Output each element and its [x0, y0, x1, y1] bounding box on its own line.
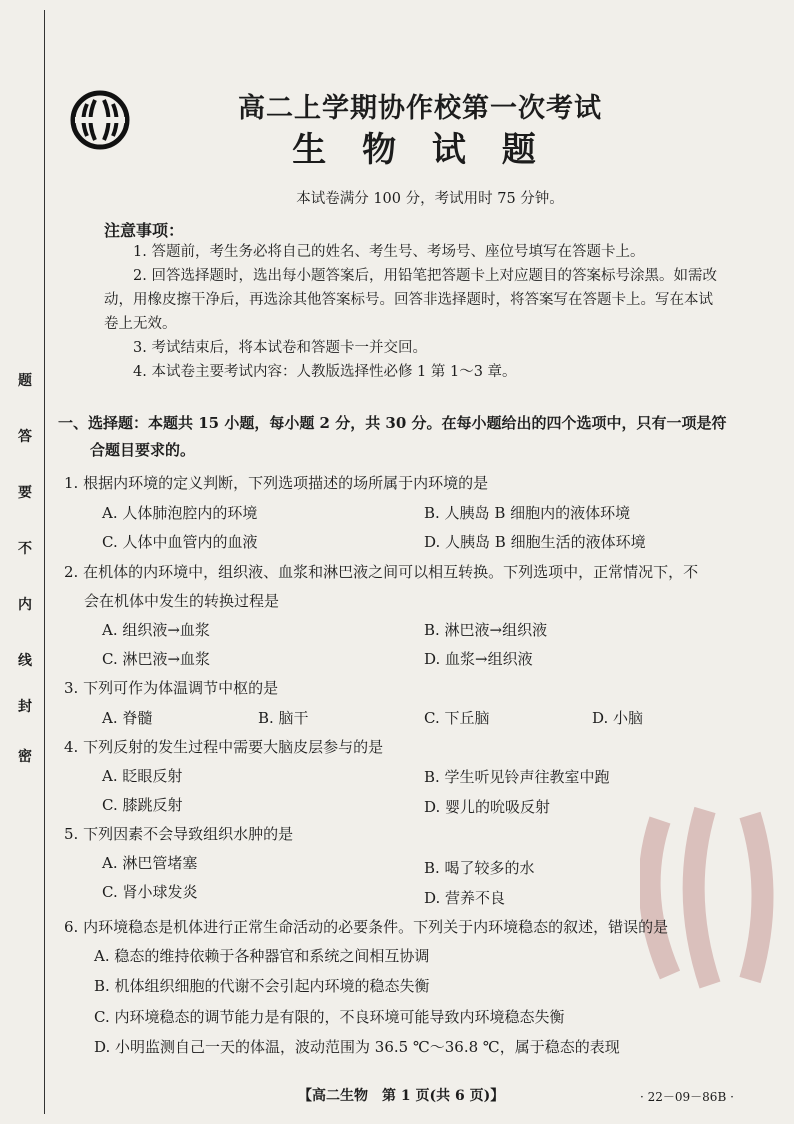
option: C. 肾小球发炎 — [102, 883, 198, 901]
option: B. 人胰岛 B 细胞内的液体环境 — [424, 504, 631, 522]
question-stem: 3. 下列可作为体温调节中枢的是 — [64, 679, 279, 697]
binding-char: 答 — [18, 429, 32, 445]
option: A. 眨眼反射 — [102, 767, 183, 785]
notice-item: 2. 回答选择题时，选出每小题答案后，用铅笔把答题卡上对应题目的答案标号涂黑。如需改动，用橡皮擦干净后，再选涂其他答案标号。回答非选择题时，将答案写在答题卡上。写在本试卷上无效。 — [104, 268, 717, 332]
notice-item: 4. 本试卷主要考试内容：人教版选择性必修 1 第 1～3 章。 — [133, 364, 517, 380]
question-stem-continued: 会在机体中发生的转换过程是 — [84, 592, 280, 610]
exam-code: · 22－09－86B · — [640, 1090, 734, 1104]
binding-char: 内 — [18, 597, 32, 613]
option: C. 膝跳反射 — [102, 796, 183, 814]
option: B. 学生听见铃声往教室中跑 — [424, 768, 610, 786]
exam-title: 高二上学期协作校第一次考试 — [238, 93, 602, 124]
option: C. 下丘脑 — [424, 709, 490, 727]
notice-title: 注意事项： — [104, 221, 185, 240]
option: D. 小明监测自己一天的体温，波动范围为 36.5 ℃～36.8 ℃，属于稳态的表现 — [94, 1038, 620, 1056]
binding-line — [44, 10, 45, 1114]
binding-char: 封 — [18, 699, 32, 715]
option: B. 机体组织细胞的代谢不会引起内环境的稳态失衡 — [94, 977, 430, 995]
option: C. 内环境稳态的调节能力是有限的，不良环境可能导致内环境稳态失衡 — [94, 1008, 565, 1026]
option: B. 淋巴液→组织液 — [424, 621, 548, 639]
option: C. 淋巴液→血浆 — [102, 650, 211, 668]
question-stem: 2. 在机体的内环境中，组织液、血浆和淋巴液之间可以相互转换。下列选项中，正常情况下，不 — [64, 563, 699, 581]
option: D. 婴儿的吮吸反射 — [424, 798, 551, 816]
notice-item: 1. 答题前，考生务必将自己的姓名、考生号、考场号、座位号填写在答题卡上。 — [133, 244, 645, 260]
question-stem: 6. 内环境稳态是机体进行正常生命活动的必要条件。下列关于内环境稳态的叙述，错误的是 — [64, 918, 669, 936]
binding-char: 不 — [18, 541, 32, 557]
subject-title: 生 物 试 题 — [292, 130, 548, 170]
option: B. 脑干 — [258, 709, 309, 727]
option: D. 人胰岛 B 细胞生活的液体环境 — [424, 533, 646, 551]
question-stem: 1. 根据内环境的定义判断，下列选项描述的场所属于内环境的是 — [64, 474, 489, 492]
section-heading — [58, 410, 740, 464]
school-logo-icon — [70, 90, 130, 150]
binding-char: 密 — [18, 749, 32, 765]
section-line: 合题目要求的。 — [90, 441, 196, 459]
option: D. 营养不良 — [424, 889, 506, 907]
option: A. 淋巴管堵塞 — [102, 854, 198, 872]
option: D. 血浆→组织液 — [424, 650, 533, 668]
question-stem: 4. 下列反射的发生过程中需要大脑皮层参与的是 — [64, 738, 384, 756]
option: D. 小脑 — [592, 709, 644, 727]
section-line: 一、选择题：本题共 15 小题，每小题 2 分，共 30 分。在每小题给出的四个选项中，只有一项是符 — [58, 414, 727, 432]
notice-item: 3. 考试结束后，将本试卷和答题卡一并交回。 — [133, 340, 427, 356]
question-stem: 5. 下列因素不会导致组织水肿的是 — [64, 825, 294, 843]
binding-margin-text — [10, 370, 40, 770]
option: A. 组织液→血浆 — [102, 621, 210, 639]
option: B. 喝了较多的水 — [424, 859, 535, 877]
option: A. 人体肺泡腔内的环境 — [102, 504, 258, 522]
binding-char: 题 — [18, 373, 32, 389]
page-footer: 【高二生物 第 1 页(共 6 页)】 — [298, 1088, 505, 1104]
notice-list — [104, 240, 724, 384]
option: A. 脊髓 — [102, 709, 153, 727]
exam-info: 本试卷满分 100 分，考试用时 75 分钟。 — [296, 191, 564, 207]
binding-char: 线 — [18, 653, 32, 669]
option: A. 稳态的维持依赖于各种器官和系统之间相互协调 — [94, 947, 430, 965]
watermark-logo-icon — [640, 790, 790, 1000]
option: C. 人体中血管内的血液 — [102, 533, 258, 551]
binding-char: 要 — [18, 485, 32, 501]
